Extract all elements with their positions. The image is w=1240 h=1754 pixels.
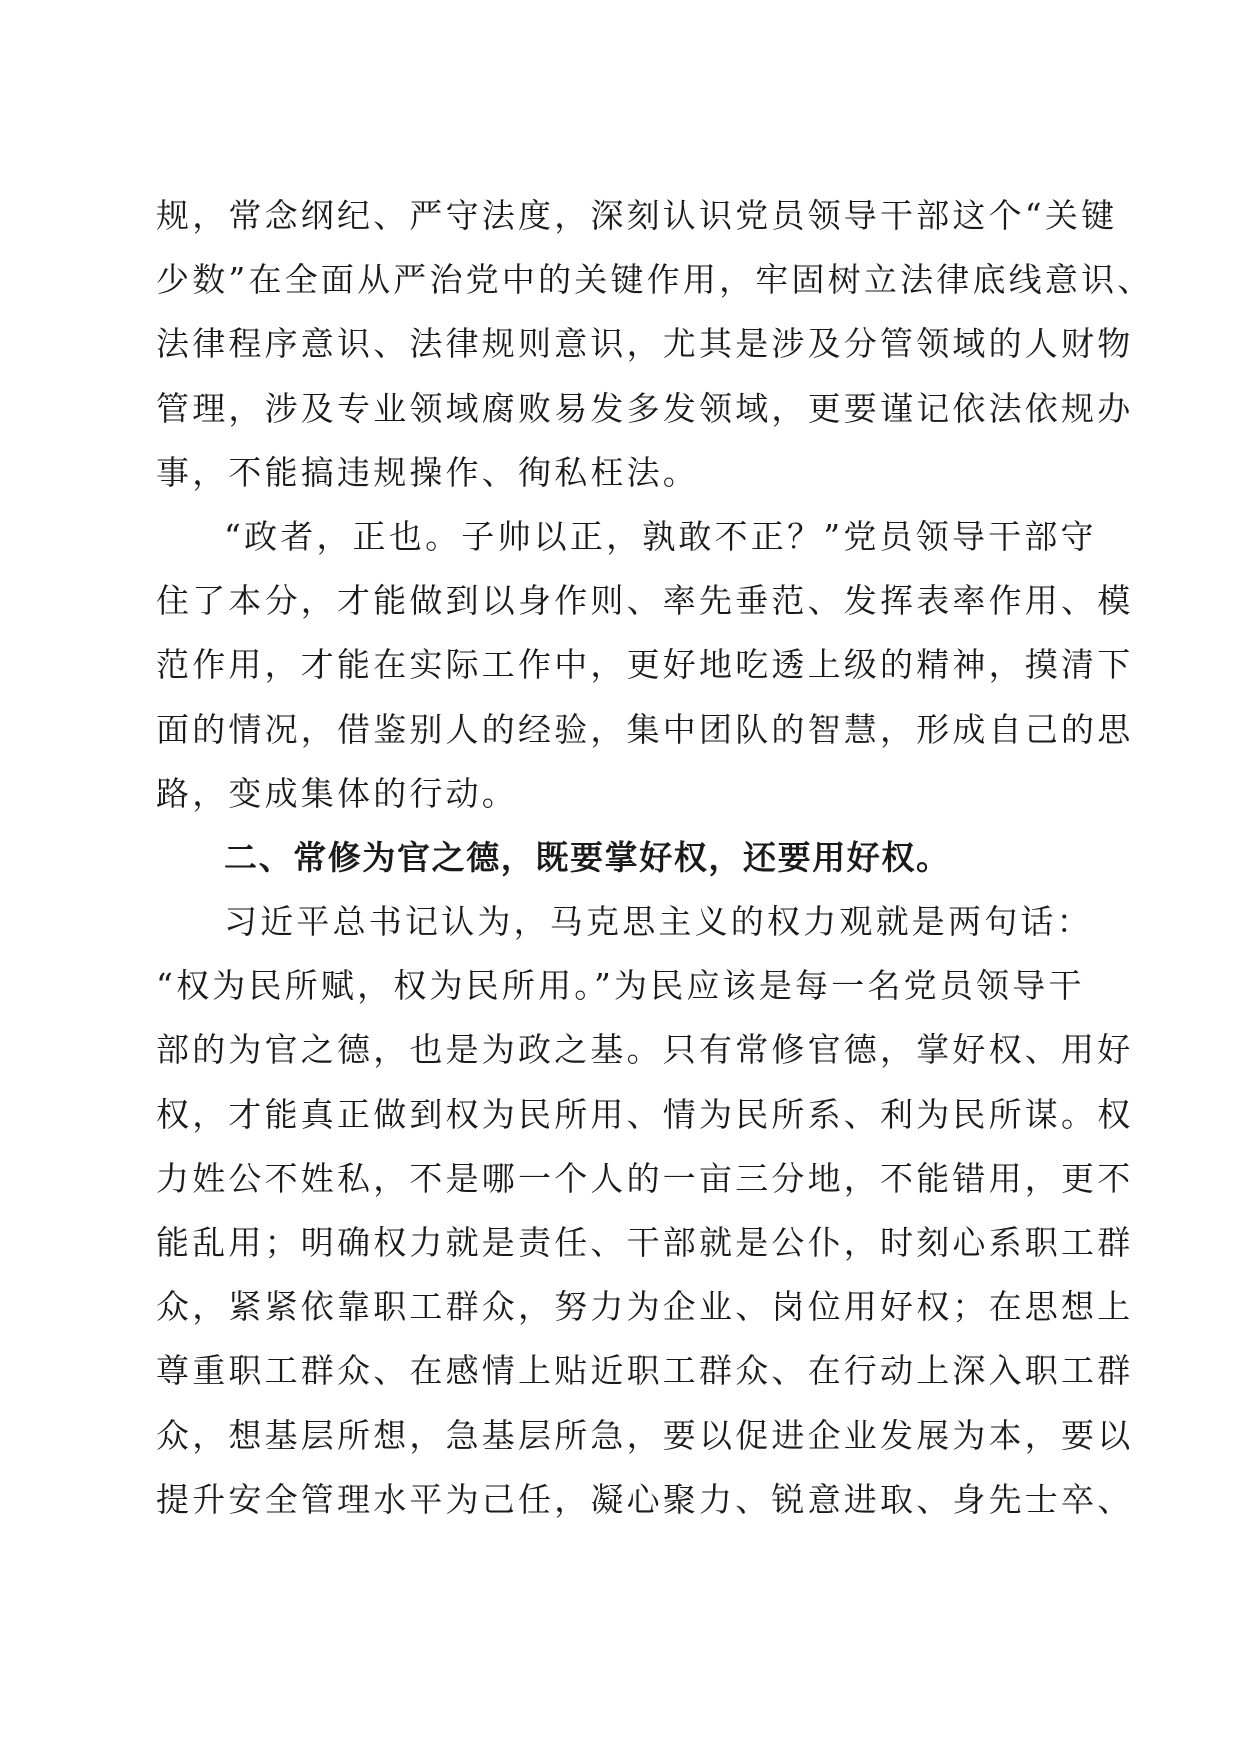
paragraph-3-line-5: 力姓公不姓私，不是哪一个人的一亩三分地，不能错用，更不 <box>156 1158 1134 1198</box>
paragraph-3-line-8: 尊重职工群众、在感情上贴近职工群众、在行动上深入职工群 <box>156 1351 1134 1391</box>
paragraph-3-line-4: 权，才能真正做到权为民所用、情为民所系、利为民所谋。权 <box>156 1094 1134 1134</box>
paragraph-3-line-6: 能乱用；明确权力就是责任、干部就是公仆，时刻心系职工群 <box>156 1223 1134 1262</box>
paragraph-1-line-3: 法律程序意识、法律规则意识，尤其是涉及分管领域的人财物 <box>156 324 1134 364</box>
paragraph-2-line-1: “政者，正也。子帅以正，孰敢不正？”党员领导干部守 <box>224 516 1097 556</box>
paragraph-3-line-7: 众，紧紧依靠职工群众，努力为企业、岗位用好权；在思想上 <box>156 1287 1134 1327</box>
body-text <box>156 184 1154 1532</box>
paragraph-2-line-5: 路，变成集体的行动。 <box>156 773 518 813</box>
paragraph-2-line-2: 住了本分，才能做到以身作则、率先垂范、发挥表率作用、模 <box>156 581 1134 621</box>
paragraph-3-line-3: 部的为官之德，也是为政之基。只有常修官德，掌好权、用好 <box>156 1030 1134 1070</box>
paragraph-1-line-5: 事，不能搞违规操作、徇私枉法。 <box>156 452 699 492</box>
paragraph-3-line-9: 众，想基层所想，急基层所急，要以促进企业发展为本，要以 <box>156 1415 1134 1455</box>
paragraph-2-line-3: 范作用，才能在实际工作中，更好地吃透上级的精神，摸清下 <box>156 645 1134 685</box>
paragraph-1-line-1: 规，常念纲纪、严守法度，深刻认识党员领导干部这个“关键 <box>156 196 1118 235</box>
paragraph-3-line-1: 习近平总书记认为，马克思主义的权力观就是两句话： <box>224 902 1093 942</box>
paragraph-3-line-2: “权为民所赋，权为民所用。”为民应该是每一名党员领导干 <box>156 966 1085 1006</box>
paragraph-1-line-2: 少数”在全面从严治党中的关键作用，牢固树立法律底线意识、 <box>156 260 1154 300</box>
paragraph-3-line-10: 提升安全管理水平为己任，凝心聚力、锐意进取、身先士卒、 <box>156 1479 1134 1519</box>
paragraph-2-line-4: 面的情况，借鉴别人的经验，集中团队的智慧，形成自己的思 <box>156 709 1134 749</box>
paragraph-1-line-4: 管理，涉及专业领域腐败易发多发领域，更要谨记依法依规办 <box>156 388 1134 428</box>
section-heading: 二、常修为官之德，既要掌好权，还要用好权。 <box>224 837 951 877</box>
